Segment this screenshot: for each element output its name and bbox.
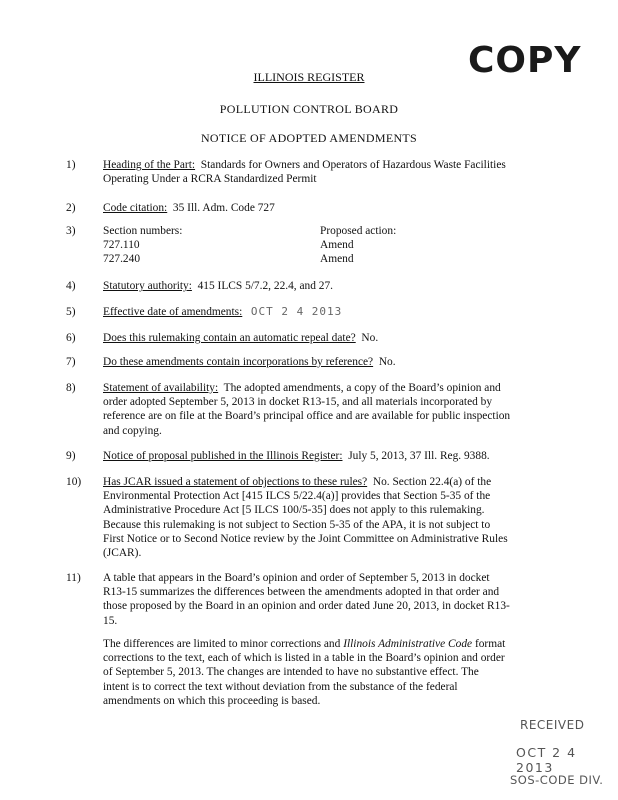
item-text-line: corrections to the text, each of which is listed in a table in the Board’s opinion and order bbox=[103, 652, 505, 665]
item-label: Notice of proposal published in the Illinois Register: bbox=[103, 450, 343, 462]
proposed-action-column bbox=[320, 224, 396, 267]
section-numbers-label: Section numbers: bbox=[103, 225, 183, 237]
register-title bbox=[0, 70, 618, 85]
item-text-line: Operating Under a RCRA Standardized Permit bbox=[103, 173, 317, 186]
item-text-line: R13-15 summarizes the differences between the amendments adopted in that order and bbox=[103, 586, 500, 599]
item-notice-of-proposal bbox=[103, 449, 553, 463]
item-heading-of-part bbox=[103, 158, 553, 186]
item-repeal-date bbox=[103, 331, 553, 345]
item-label: Effective date of amendments: bbox=[103, 306, 243, 318]
item-number: 3) bbox=[66, 225, 76, 237]
item-label: Heading of the Part: bbox=[103, 159, 196, 171]
effective-date-stamp: OCT 2 4 2013 bbox=[250, 305, 343, 318]
item-text: No. Section 22.4(a) of the bbox=[372, 476, 492, 488]
item-differences-table bbox=[103, 571, 553, 628]
item-text: 415 ILCS 5/7.2, 22.4, and 27. bbox=[197, 280, 334, 292]
item-label: Does this rulemaking contain an automatic repeal date? bbox=[103, 332, 356, 344]
section-number: 727.240 bbox=[103, 253, 141, 266]
item-number: 11) bbox=[66, 572, 81, 584]
item-text-line: amendments on which this proceeding is based. bbox=[103, 694, 321, 707]
item-label: Do these amendments contain incorporations by reference? bbox=[103, 356, 374, 368]
item-text-line: A table that appears in the Board’s opinion and order of September 5, 2013 in docket bbox=[103, 572, 490, 584]
item-code-citation bbox=[103, 201, 553, 215]
board-title: POLLUTION CONTROL BOARD bbox=[219, 102, 399, 116]
item-text-line: reference are on file at the Board’s principal office and are available for public inspection bbox=[103, 410, 511, 423]
proposed-action: Amend bbox=[320, 239, 354, 252]
section-numbers-column bbox=[103, 224, 182, 267]
item-statutory-authority bbox=[103, 279, 553, 293]
received-stamp-label: RECEIVED bbox=[520, 718, 585, 732]
item-statement-of-availability bbox=[103, 381, 553, 438]
item-number: 9) bbox=[66, 450, 76, 462]
item-label: Statement of availability: bbox=[103, 382, 219, 394]
item-label: Statutory authority: bbox=[103, 280, 192, 292]
item-text-line: (JCAR). bbox=[103, 547, 142, 560]
item-text-italic: Illinois Administrative Code bbox=[343, 638, 473, 650]
item-label: Has JCAR issued a statement of objections to these rules? bbox=[103, 476, 368, 488]
item-text-line: Administrative Procedure Act [5 ILCS 100/5-35] does not apply to this rulemaking. bbox=[103, 504, 485, 517]
copy-stamp-text: COPY bbox=[468, 40, 582, 81]
item-differences-paragraph bbox=[103, 637, 553, 708]
proposed-action: Amend bbox=[320, 253, 354, 266]
item-text: format bbox=[474, 638, 506, 650]
item-text: Standards for Owners and Operators of Hazardous Waste Facilities bbox=[200, 159, 506, 171]
item-number: 7) bbox=[66, 356, 76, 368]
item-text-line: First Notice or to Second Notice review by the Joint Committee on Administrative Rules bbox=[103, 532, 508, 545]
register-title-text: ILLINOIS REGISTER bbox=[253, 70, 365, 84]
proposed-action-label: Proposed action: bbox=[320, 225, 397, 237]
item-text: The adopted amendments, a copy of the Board’s opinion and bbox=[223, 382, 501, 394]
received-stamp-date: OCT 2 4 2013 bbox=[516, 745, 577, 775]
item-text: July 5, 2013, 37 Ill. Reg. 9388. bbox=[348, 450, 490, 462]
item-text: No. bbox=[361, 332, 379, 344]
item-number: 1) bbox=[66, 159, 76, 171]
item-text-line: and copying. bbox=[103, 424, 162, 437]
item-label: Code citation: bbox=[103, 202, 168, 214]
item-number: 10) bbox=[66, 476, 82, 488]
item-text-line: intent is to correct the text without deviation from the substance of the federal bbox=[103, 680, 458, 693]
item-text: The differences are limited to minor corrections and bbox=[103, 638, 341, 650]
item-number: 2) bbox=[66, 202, 76, 214]
item-number: 5) bbox=[66, 306, 76, 318]
item-number: 8) bbox=[66, 382, 76, 394]
item-number: 4) bbox=[66, 280, 76, 292]
item-text-line: order adopted September 5, 2013 in docket R13-15, and all materials incorporated by bbox=[103, 396, 493, 409]
item-number: 6) bbox=[66, 332, 76, 344]
item-text-line: 15. bbox=[103, 614, 118, 627]
item-text-line: Environmental Protection Act [415 ILCS 5/22.4(a)] provides that Section 5-35 of the bbox=[103, 490, 491, 503]
item-text-line: Because this rulemaking is not subject to Section 5-35 of the APA, it is not subject to bbox=[103, 518, 491, 531]
item-text: 35 Ill. Adm. Code 727 bbox=[172, 202, 275, 214]
section-number: 727.110 bbox=[103, 239, 140, 252]
item-effective-date bbox=[103, 305, 553, 319]
item-jcar-objections bbox=[103, 475, 553, 560]
item-text: No. bbox=[378, 356, 396, 368]
notice-title: NOTICE OF ADOPTED AMENDMENTS bbox=[200, 131, 418, 145]
item-text-line: those proposed by the Board in an opinion and order dated June 20, 2013, in docket R13- bbox=[103, 600, 510, 613]
item-incorporations bbox=[103, 355, 553, 369]
item-text-line: of September 5, 2013. The changes are intended to have no substantive effect. The bbox=[103, 666, 479, 679]
received-stamp-office: SOS-CODE DIV. bbox=[510, 773, 604, 787]
